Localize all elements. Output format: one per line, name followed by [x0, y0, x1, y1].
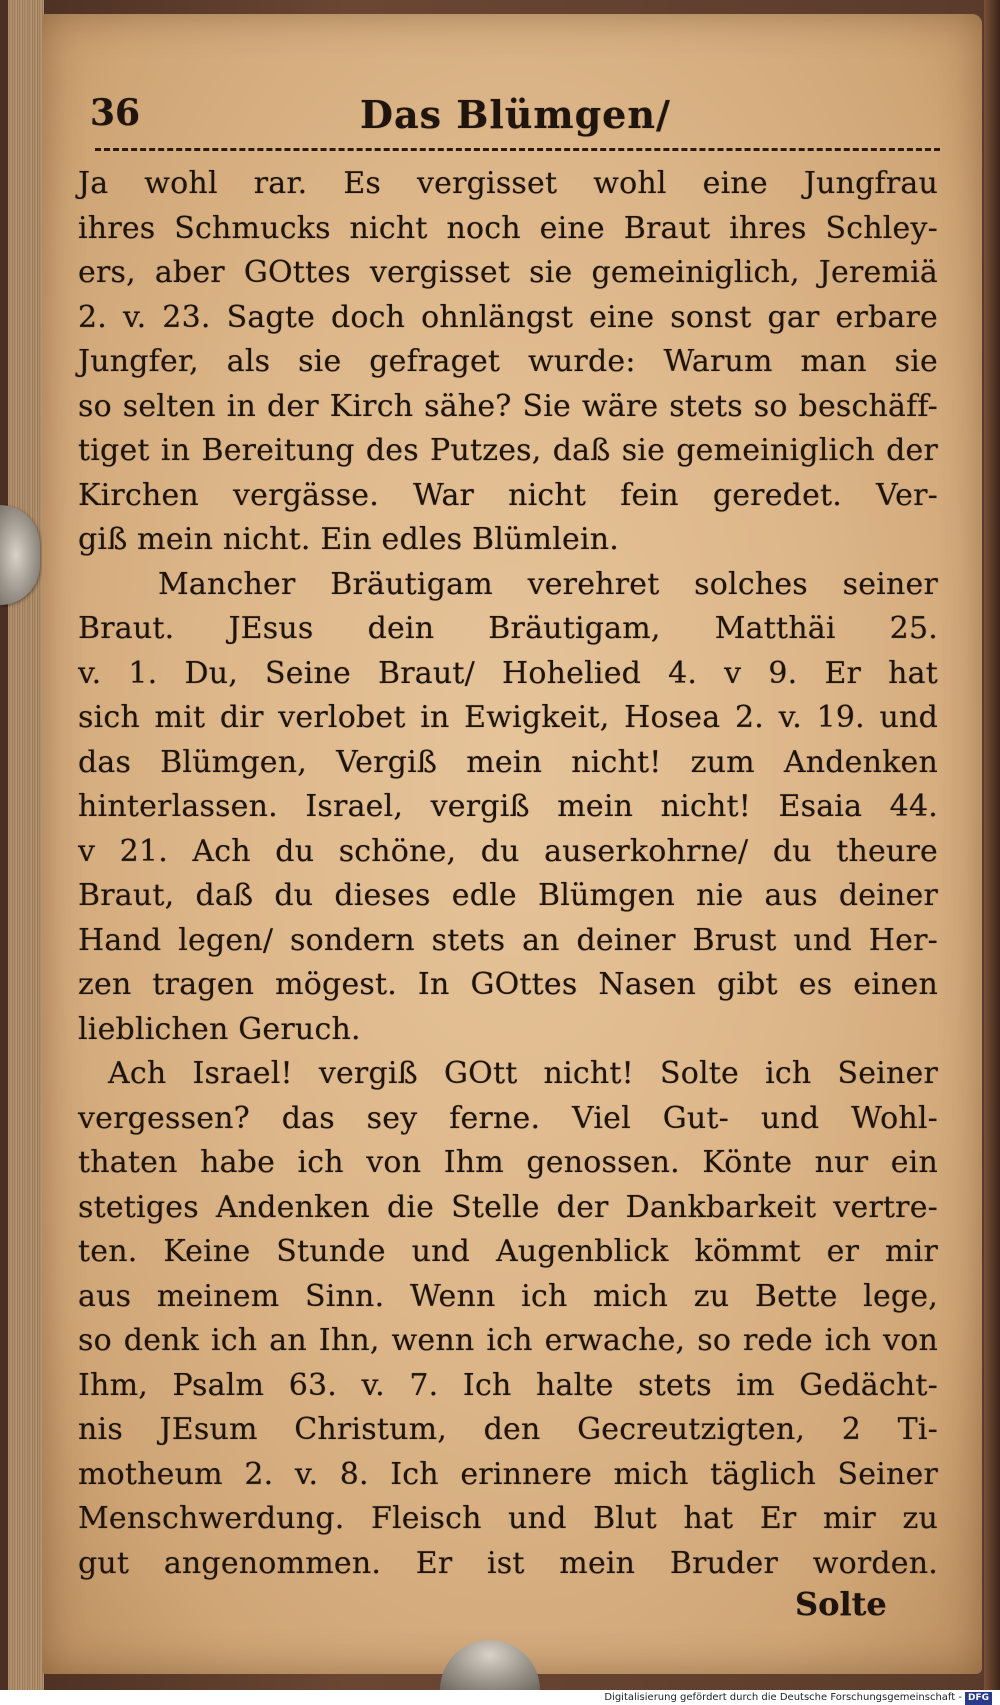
- text-line: Hand legen/ sondern stets an deiner Brust und Her-: [78, 922, 938, 958]
- dfg-logo: DFG: [965, 1692, 992, 1705]
- catchword: Solte: [795, 1585, 887, 1623]
- running-head: Das Blümgen/: [360, 92, 671, 137]
- text-line: Kirchen vergässe. War nicht fein geredet. Ver-: [78, 477, 938, 513]
- text-line: stetiges Andenken die Stelle der Dankbarkeit vertre-: [78, 1189, 938, 1225]
- text-line: zen tragen mögest. In GOttes Nasen gibt es einen: [78, 967, 938, 1002]
- text-line: hinterlassen. Israel, vergiß mein nicht! Esaia 44.: [78, 789, 938, 824]
- text-line: Ja wohl rar. Es vergisset wohl eine Jungfrau: [78, 166, 938, 201]
- text-line: aus meinem Sinn. Wenn ich mich zu Bette lege,: [78, 1278, 938, 1314]
- book-cover-edge: [984, 0, 1000, 1690]
- text-line: Menschwerdung. Fleisch und Blut hat Er mir zu: [78, 1501, 938, 1536]
- page-stack-edge: [8, 0, 44, 1690]
- text-line: ers, aber GOttes vergisset sie gemeiniglich, Jeremiä: [78, 255, 938, 290]
- text-line: motheum 2. v. 8. Ich erinnere mich täglich Seiner: [78, 1456, 938, 1492]
- text-line: ten. Keine Stunde und Augenblick kömmt er mir: [78, 1234, 938, 1269]
- text-line: Jungfer, als sie gefraget wurde: Warum man sie: [78, 344, 938, 379]
- text-line: so denk ich an Ihn, wenn ich erwache, so rede ich von: [78, 1323, 938, 1358]
- text-line: Braut, daß du dieses edle Blümgen nie aus deiner: [78, 878, 938, 913]
- text-line: sich mit dir verlobet in Ewigkeit, Hosea 2. v. 19. und: [78, 700, 938, 735]
- text-line: giß mein nicht. Ein edles Blümlein.: [78, 522, 619, 557]
- text-line: v 21. Ach du schöne, du auserkohrne/ du theure: [78, 833, 938, 869]
- page-number: 36: [90, 92, 141, 134]
- funding-credit-text: Digitalisierung gefördert durch die Deutsche Forschungsgemeinschaft -: [604, 1692, 962, 1703]
- body-text: [78, 162, 938, 1586]
- text-line: 2. v. 23. Sagte doch ohnlängst eine sonst gar erbare: [78, 299, 938, 335]
- text-line: v. 1. Du, Seine Braut/ Hohelied 4. v 9. Er hat: [78, 655, 938, 691]
- text-line: Braut. JEsus dein Bräutigam, Matthäi 25.: [78, 611, 938, 646]
- text-line: Ihm, Psalm 63. v. 7. Ich halte stets im Gedächt-: [78, 1367, 938, 1403]
- text-line: tiget in Bereitung des Putzes, daß sie gemeiniglich der: [78, 433, 938, 468]
- funding-credit: [604, 1690, 992, 1705]
- header-rule: [95, 148, 940, 151]
- text-line: so selten in der Kirch sähe? Sie wäre stets so beschäff-: [78, 388, 938, 424]
- text-line: vergessen? das sey ferne. Viel Gut- und Wohl-: [78, 1100, 938, 1136]
- text-line: das Blümgen, Vergiß mein nicht! zum Andenken: [78, 744, 938, 780]
- text-line: Mancher Bräutigam verehret solches seiner: [158, 566, 938, 602]
- text-line: gut angenommen. Er ist mein Bruder worden.: [78, 1545, 938, 1581]
- text-line: nis JEsum Christum, den Gecreutzigten, 2 Ti-: [78, 1412, 938, 1447]
- text-line: Ach Israel! vergiß GOtt nicht! Solte ich Seiner: [108, 1056, 938, 1091]
- text-line: lieblichen Geruch.: [78, 1011, 361, 1047]
- text-line: thaten habe ich von Ihm genossen. Könte nur ein: [78, 1145, 938, 1180]
- text-line: ihres Schmucks nicht noch eine Braut ihres Schley-: [78, 210, 938, 246]
